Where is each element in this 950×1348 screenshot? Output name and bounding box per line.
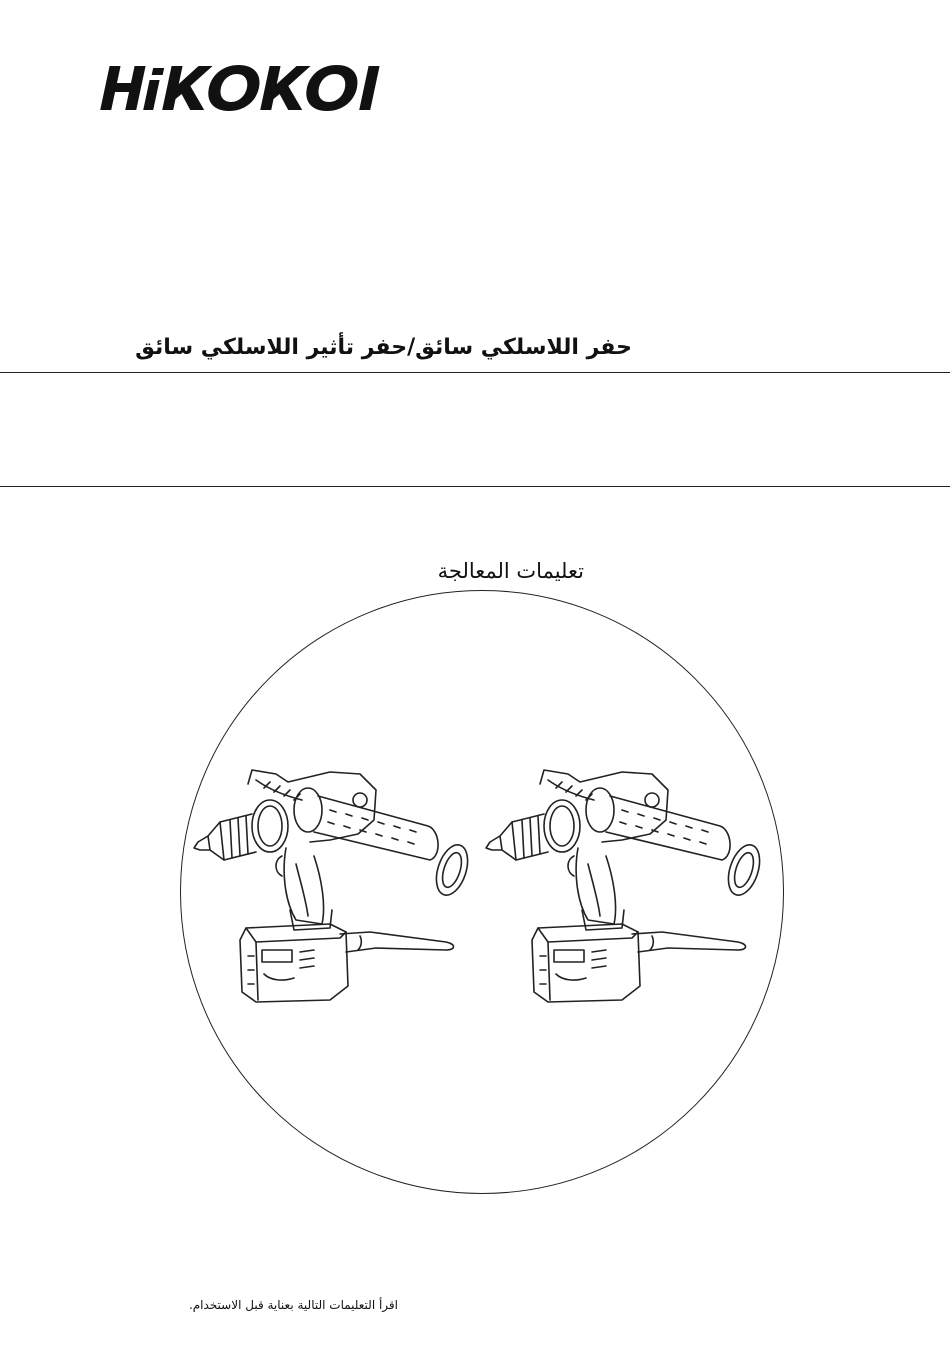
title-divider-top bbox=[0, 372, 950, 373]
read-instructions-note: اقرأ التعليمات التالية بعناية قبل الاستخدام. bbox=[188, 1298, 398, 1312]
document-title: حفر اللاسلكي سائق/حفر تأثير اللاسلكي سائق bbox=[135, 335, 632, 360]
drill-illustration bbox=[190, 760, 480, 1010]
title-divider-bottom bbox=[0, 486, 950, 487]
document-subtitle: تعليمات المعالجة bbox=[437, 559, 584, 583]
hikoki-logo bbox=[96, 64, 408, 112]
drill-illustration bbox=[482, 760, 772, 1010]
